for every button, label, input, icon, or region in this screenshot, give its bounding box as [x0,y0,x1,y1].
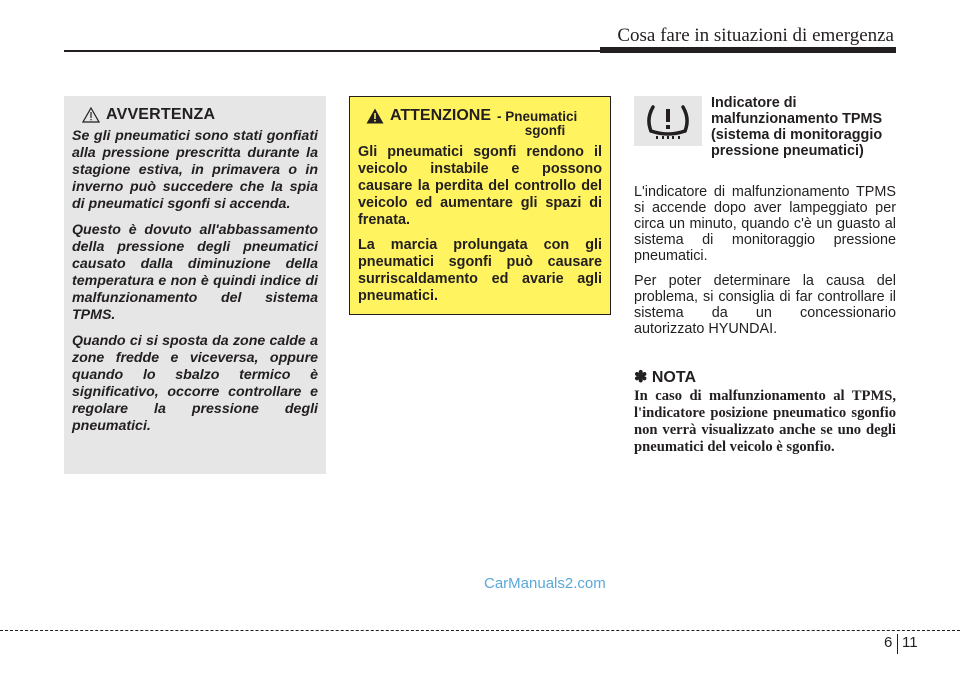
caution-paragraph-1: Gli pneumatici sgonfi rendono il veicolo instabile e possono causare la perdita del controllo del veicolo ed aumentare gli spazi di frenata. [358,144,602,228]
caution-title: ATTENZIONE [390,107,492,124]
warning-header [82,106,318,124]
page-number-separator [897,634,898,654]
caution-subtitle-1: - Pneumatici [497,109,578,124]
warning-paragraph-2: Questo è dovuto all'abbassamento della pressione degli pneumatici causato dalla diminuzione della temperatura e non è quindi indice di malfunzionamento del sistema TPMS. [72,222,318,323]
warning-triangle-icon [82,107,100,123]
tpms-warning-icon [643,101,693,141]
caution-triangle-icon [366,108,384,124]
warning-paragraph-3: Quando ci si sposta da zone calde a zone fredde e viceversa, oppure quando lo sbalzo termico è significativo, occorre controllare e regolare la pressione degli pneumatici. [72,333,318,434]
caution-header [366,107,602,125]
tpms-paragraph-2: Per poter determinare la causa del problema, si consiglia di far controllare il sistema da un concessionario autorizzato HYUNDAI. [634,273,896,337]
tpms-indicator-label: Indicatore di malfunzionamento TPMS (sistema di monitoraggio pressione pneumatici) [711,95,883,159]
warning-title: AVVERTENZA [106,106,216,123]
caution-box [349,96,611,315]
header-rule [64,50,896,52]
note-text: In caso di malfunzionamento al TPMS, l'indicatore posizione pneumatico sgonfio non verrà visualizzato anche se uno degli pneumatici del veicolo è sgonfio. [634,388,896,455]
warning-box [64,96,326,474]
page-number: 11 [902,634,918,651]
tpms-icon-box [634,96,702,146]
watermark: CarManuals2.com [484,575,606,592]
warning-paragraph-1: Se gli pneumatici sono stati gonfiati alla pressione prescritta durante la stagione estiva, in primavera o in inverno può succedere che la spia di pneumatici sgonfi si accenda. [72,128,318,212]
page-header-title: Cosa fare in situazioni di emergenza [617,25,894,46]
tpms-paragraph-1: L'indicatore di malfunzionamento TPMS si accende dopo aver lampeggiato per circa un minuto, quando c'è un guasto al sistema di monitoraggio pressione pneumatici. [634,184,896,264]
caution-paragraph-2: La marcia prolungata con gli pneumatici sgonfi può causare surriscaldamento ed avarie agli pneumatici. [358,237,602,304]
note-title: ✽ NOTA [634,369,696,386]
caution-subtitle-2: sgonfi [524,123,566,138]
footer-rule [0,630,960,631]
chapter-number: 6 [884,634,893,651]
